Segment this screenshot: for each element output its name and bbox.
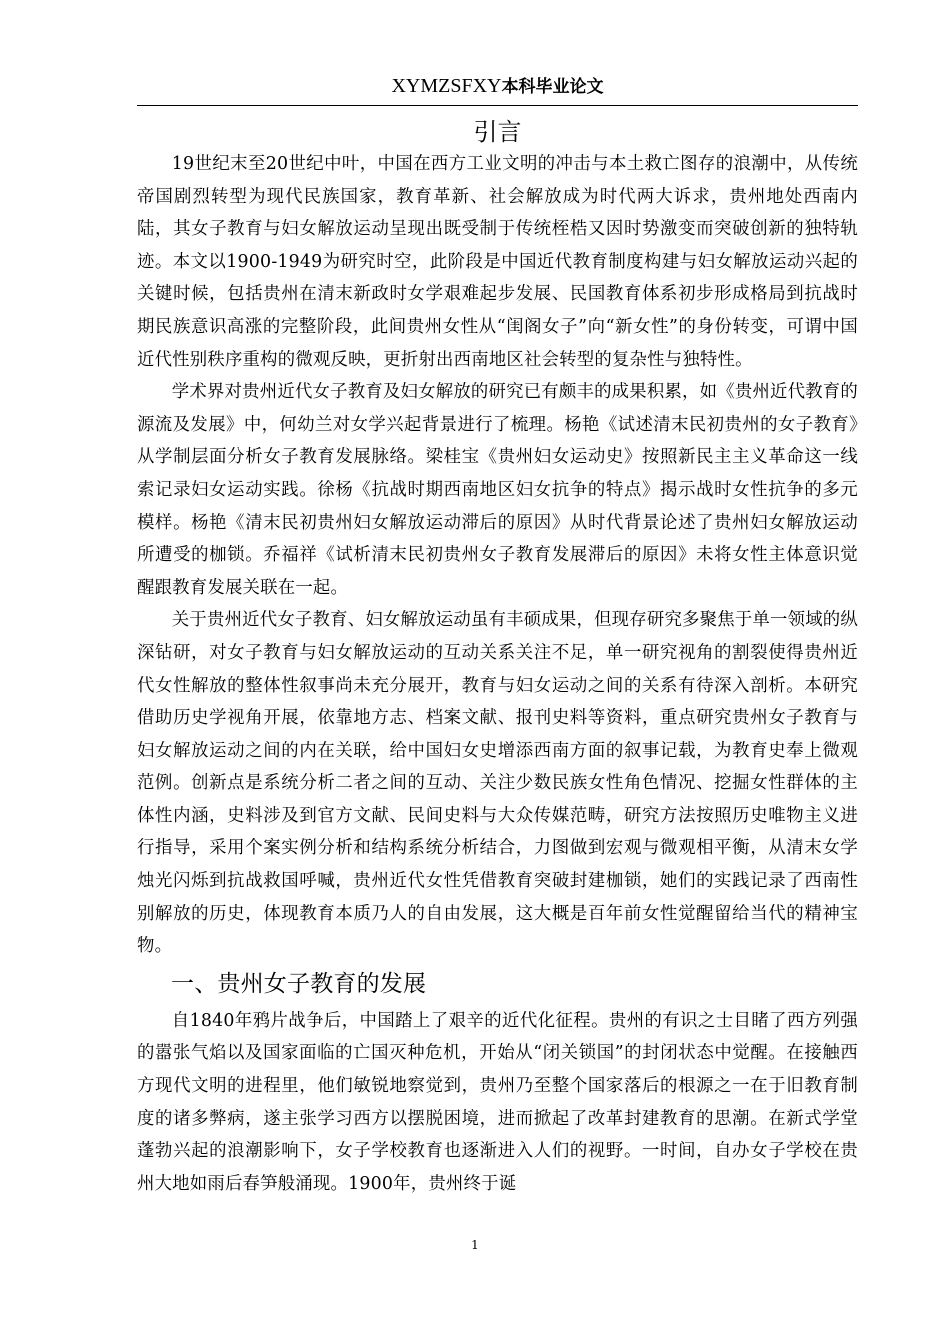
- section-1-heading: 一、贵州女子教育的发展: [171, 970, 427, 997]
- section-1-paragraph: 自1840年鸦片战争后，中国踏上了艰辛的近代化征程。贵州的有识之士目睹了西方列强的嚣张气焰以及国家面临的亡国灭种危机，开始从“闭关锁国”的封闭状态中觉醒。在接触西方现代文明的进程里，他们敏锐地察觉到，贵州乃至整个国家落后的根源之一在于旧教育制度的诸多弊病，遂主张学习西方以摆脱困境，进而掀起了改革封建教育的思潮。在新式学堂蓬勃兴起的浪潮影响下，女子学校教育也逐渐进入人们的视野。一时间，自办女子学校在贵州大地如雨后春笋般涌现。1900年，贵州终于诞: [137, 1010, 858, 1194]
- header-rule: [137, 105, 858, 106]
- header-code: XYMZSFXY: [391, 75, 502, 97]
- intro-paragraph-2: 学术界对贵州近代女子教育及妇女解放的研究已有颇丰的成果积累，如《贵州近代教育的源流及发展》中，何幼兰对女学兴起背景进行了梳理。杨艳《试述清末民初贵州的女子教育》从学制层面分析女子教育发展脉络。梁桂宝《贵州妇女运动史》按照新民主主义革命这一线索记录妇女运动实践。徐杨《抗战时期西南地区妇女抗争的特点》揭示战时女性抗争的多元模样。杨艳《清末民初贵州妇女解放运动滞后的原因》从时代背景论述了贵州妇女解放运动所遭受的枷锁。乔福祥《试析清末民初贵州女子教育发展滞后的原因》未将女性主体意识觉醒跟教育发展关联在一起。: [137, 382, 858, 598]
- page-header: [137, 74, 858, 99]
- intro-paragraph-3: 关于贵州近代女子教育、妇女解放运动虽有丰硕成果，但现存研究多聚焦于单一领域的纵深钻研，对女子教育与妇女解放运动的互动关系关注不足，单一研究视角的割裂使得贵州近代女性解放的整体性叙事尚未充分展开，教育与妇女运动之间的关系有待深入剖析。本研究借助历史学视角开展，依靠地方志、档案文献、报刊史料等资料，重点研究贵州女子教育与妇女解放运动之间的内在关联，给中国妇女史增添西南方面的叙事记载，为教育史奉上微观范例。创新点是系统分析二者之间的互动、关注少数民族女性角色情况、挖掘女性群体的主体性内涵，史料涉及到官方文献、民间史料与大众传媒范畴，研究方法按照历史唯物主义进行指导，采用个案实例分析和结构系统分析结合，力图做到宏观与微观相平衡，从清末女学烛光闪烁到抗战救国呼喊，贵州近代女性凭借教育突破封建枷锁，她们的实践记录了西南性别解放的历史，体现教育本质乃人的自由发展，这大概是百年前女性觉醒留给当代的精神宝物。: [137, 610, 858, 957]
- header-title: 本科毕业论文: [501, 77, 604, 97]
- intro-heading: 引言: [473, 118, 522, 146]
- intro-paragraph-1: 19世纪末至20世纪中叶，中国在西方工业文明的冲击与本土救亡图存的浪潮中，从传统帝国剧烈转型为现代民族国家，教育革新、社会解放成为时代两大诉求，贵州地处西南内陆，其女子教育与妇女解放运动呈现出既受制于传统桎梏又因时势激变而突破创新的独特轨迹。本文以1900-1949为研究时空，此阶段是中国近代教育制度构建与妇女解放运动兴起的关键时候，包括贵州在清末新政时女学艰难起步发展、民国教育体系初步形成格局到抗战时期民族意识高涨的完整阶段，此间贵州女性从“闺阁女子”向“新女性”的身份转变，可谓中国近代性别秩序重构的微观反映，更折射出西南地区社会转型的复杂性与独特性。: [137, 154, 858, 370]
- body-text: [137, 148, 858, 1200]
- page-number: 1: [471, 1238, 479, 1252]
